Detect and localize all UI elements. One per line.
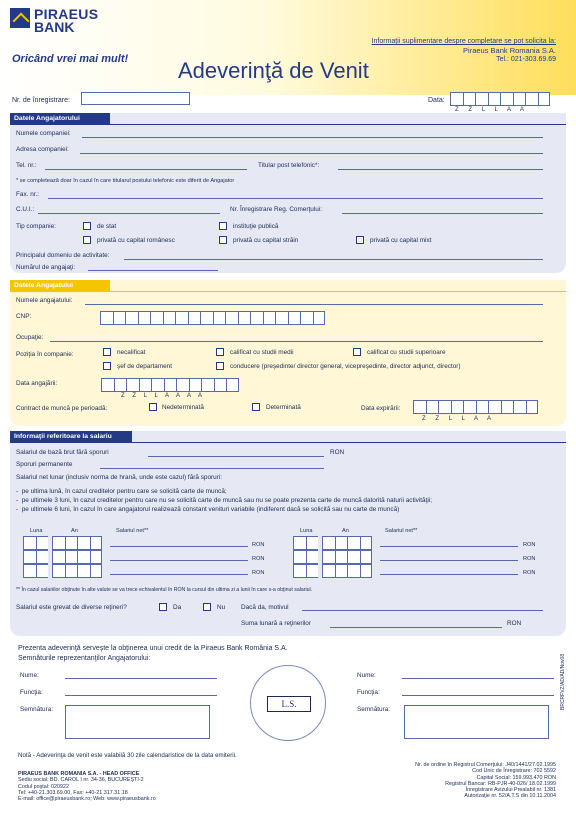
position-management-label: conducere (preşedinte/ director general, vicepreşedinte, director adjunct, director) — [230, 363, 461, 370]
phone-note: * se completează doar în cazul în care titularul postului telefonic este diferit de Angajator — [16, 178, 235, 184]
bonus-label: Sporuri permanente — [16, 461, 73, 468]
right-month-header: Luna — [300, 528, 313, 534]
type-private-ro-label: privată cu capital românesc — [97, 237, 175, 244]
hire-date-label: Data angajării: — [16, 380, 58, 387]
contact-info — [372, 37, 556, 64]
left-currency-3: RON — [252, 570, 265, 576]
right-row1-cells[interactable] — [293, 536, 372, 550]
head-office-info: PIRAEUS BANK ROMANIA S.A. - HEAD OFFICE Sediu social: BD. CAROL I nr. 34-36, BUCUREŞTI-2 Codul poştal: 020922 Tel: +40-21.303.69.00, Fax: +40-21.317.31.18 E-mail: office@piraeusbank.ro; Web: www.piraeusbank.ro — [18, 771, 156, 803]
bank-logo — [10, 8, 160, 68]
type-private-mixed-label: privată cu capital mixt — [370, 237, 432, 244]
expiry-label: Data expirării: — [361, 405, 401, 412]
left-signature-label: Semnătura: — [20, 706, 54, 713]
right-currency-2: RON — [523, 556, 536, 562]
position-management-checkbox[interactable] — [216, 362, 224, 370]
reg-com-label: Nr. Înregistrare Reg. Comerţului: — [230, 206, 322, 213]
contract-fixed-checkbox[interactable] — [252, 403, 260, 411]
hire-date-hint: Z Z L L A A A A — [121, 393, 203, 399]
contract-label: Contract de muncă pe perioadă: — [16, 405, 108, 412]
date-label: Data: — [428, 97, 445, 104]
info-line3: Tel.: 021-303.69.69 — [496, 56, 556, 63]
position-higher-label: calificat cu studii superioare — [367, 349, 446, 356]
reg-com-field[interactable] — [342, 213, 543, 214]
right-signature-box[interactable] — [404, 705, 549, 739]
type-public-checkbox[interactable] — [219, 222, 227, 230]
expiry-date-cells[interactable] — [413, 400, 538, 414]
position-unskilled-label: necalificat — [117, 349, 146, 356]
company-name-field[interactable] — [82, 137, 543, 138]
left-net-header: Salariul net** — [116, 528, 149, 534]
fax-field[interactable] — [48, 198, 543, 199]
stamp-label: L.S. — [267, 696, 311, 712]
hire-date-cells[interactable] — [101, 378, 239, 392]
contract-indefinite-label: Nedeterminată — [162, 404, 204, 411]
info-line2: Piraeus Bank Romania S.A. — [463, 46, 556, 55]
employees-label: Numărul de angajaţi: — [16, 264, 75, 271]
cnp-label: CNP: — [16, 313, 32, 320]
net-salary-label: Salariul net lunar (inclusiv norma de hrană, unde este cazul) fără sporuri: — [16, 474, 223, 481]
employee-name-label: Numele angajatului: — [16, 297, 73, 304]
phone-field[interactable] — [45, 169, 247, 170]
position-medium-label: calificat cu studii medii — [230, 349, 294, 356]
position-medium-checkbox[interactable] — [216, 348, 224, 356]
left-name-label: Nume: — [20, 672, 39, 679]
phone-holder-label: Titular post telefonic*: — [258, 162, 320, 169]
left-role-label: Funcţia: — [20, 689, 43, 696]
right-role-label: Funcţia: — [357, 689, 380, 696]
withhold-yes-label: Da — [173, 604, 182, 611]
employer-heading: Datele Angajatorului — [10, 113, 110, 124]
bullet-2: - pe ultimele 3 luni, în cazul creditelor pentru care nu se solicită carte de muncă sau nu se poate prezenta carte de muncă datorită naturii activităţii; — [16, 497, 432, 504]
type-private-mixed-checkbox[interactable] — [356, 236, 364, 244]
type-state-checkbox[interactable] — [83, 222, 91, 230]
contract-fixed-label: Determinată — [266, 404, 301, 411]
gross-currency: RON — [330, 449, 345, 456]
type-state-label: de stat — [97, 223, 117, 230]
withhold-reason-label: Dacă da, motivul — [241, 604, 289, 611]
right-signature-label: Semnătura: — [357, 706, 391, 713]
company-address-field[interactable] — [80, 153, 543, 154]
withhold-amount-field[interactable] — [330, 627, 502, 628]
form-code: BRCRFVZ/AD/AD/Nov08 — [560, 653, 566, 710]
position-higher-checkbox[interactable] — [353, 348, 361, 356]
brand-line2: BANK — [34, 19, 75, 35]
type-private-foreign-label: privată cu capital străin — [233, 237, 299, 244]
reg-label: Nr. de înregistrare: — [12, 97, 70, 104]
left-signature-box[interactable] — [65, 705, 210, 739]
phone-holder-field[interactable] — [338, 169, 543, 170]
employee-name-field[interactable] — [85, 304, 543, 305]
left-net-field-2[interactable] — [110, 560, 248, 561]
fax-label: Fax. nr.: — [16, 191, 40, 198]
info-line1: Informaţii suplimentare despre completare se pot solicita la: — [371, 38, 556, 45]
activity-label: Principalul domeniu de activitate: — [16, 252, 110, 259]
right-net-field-3[interactable] — [380, 574, 518, 575]
logo-mark-icon — [10, 8, 30, 28]
left-year-header: An — [71, 528, 78, 534]
salary-heading: Informaţii referitoare la salariu — [10, 431, 132, 442]
gross-salary-label: Salariul de bază brut fără sporuri — [16, 449, 109, 456]
cui-field[interactable] — [38, 213, 220, 214]
registration-info: Nr. de ordine în Registrul Comerţului: J40/1441/27.02.1995 Cod Unic de Înregistrare: 702 5592 Capital Social: 159.993.470 RON Registrul Bancar: RB-PJR-40-026/ 18.02.1999 Înregistrare Avizului Prealabil nr. 1381 Autorizaţie nr. 52/A.T.S din 10.11.2004 — [415, 762, 556, 800]
validity-note: Notă - Adeverinţa de venit este valabilă 30 zile calendaristice de la data emiterii. — [18, 752, 237, 759]
left-net-field-1[interactable] — [110, 546, 248, 547]
right-row2-cells[interactable] — [293, 550, 372, 564]
gross-salary-field[interactable] — [148, 456, 324, 457]
left-row2-cells[interactable] — [23, 550, 102, 564]
employees-field[interactable] — [88, 270, 218, 271]
type-private-foreign-checkbox[interactable] — [219, 236, 227, 244]
phone-label: Tel. nr.: — [16, 162, 37, 169]
right-currency-3: RON — [523, 570, 536, 576]
withhold-no-checkbox[interactable] — [203, 603, 211, 611]
company-type-label: Tip companie: — [16, 223, 56, 230]
reg-number-input[interactable] — [81, 92, 190, 105]
left-currency-2: RON — [252, 556, 265, 562]
type-public-label: instituţie publică — [233, 223, 279, 230]
left-row1-cells[interactable] — [23, 536, 102, 550]
slogan: Oricând vrei mai mult! — [12, 53, 129, 65]
position-unskilled-checkbox[interactable] — [103, 348, 111, 356]
statement-1: Prezenta adeverinţă serveşte la obţinerea unui credit de la Piraeus Bank România S.A. — [18, 645, 288, 652]
issue-date-cells[interactable] — [450, 92, 550, 106]
withhold-amount-label: Suma lunară a reţinerilor — [241, 620, 311, 627]
expiry-date-hint: Z Z L L A A — [422, 416, 491, 422]
bonus-field[interactable] — [100, 468, 324, 469]
date-format-hint: Z Z L L A A — [455, 107, 524, 113]
left-month-header: Luna — [30, 528, 43, 534]
withhold-reason-field[interactable] — [302, 610, 543, 611]
right-net-header: Salariul net** — [385, 528, 418, 534]
right-year-header: An — [342, 528, 349, 534]
bullet-3: - pe ultimele 6 luni, în cazul în care angajatorul realizează constant venituri variabile (indiferent dacă se solicită sau nu carte de muncă) — [16, 506, 400, 513]
company-name-label: Numele companiei: — [16, 130, 71, 137]
position-head-label: şef de departament — [117, 363, 173, 370]
left-net-field-3[interactable] — [110, 574, 248, 575]
withhold-no-label: Nu — [217, 604, 226, 611]
position-label: Poziţia în companie: — [16, 351, 74, 358]
bullet-1: - pe ultima lună, în cazul creditelor pentru care se solicită carte de muncă; — [16, 488, 227, 495]
brand-line1: PIRAEUS — [34, 6, 99, 22]
position-head-checkbox[interactable] — [103, 362, 111, 370]
contract-indefinite-checkbox[interactable] — [149, 403, 157, 411]
left-role-field[interactable] — [65, 695, 217, 696]
right-name-field[interactable] — [402, 678, 554, 679]
left-name-field[interactable] — [65, 678, 217, 679]
job-field[interactable] — [50, 341, 543, 342]
left-currency-1: RON — [252, 542, 265, 548]
right-net-field-1[interactable] — [380, 546, 518, 547]
cnp-cells[interactable] — [100, 311, 325, 325]
withhold-question: Salariul este grevat de diverse reţineri? — [16, 604, 127, 611]
withhold-currency: RON — [507, 620, 522, 627]
page-title: Adeverinţă de Venit — [178, 58, 369, 83]
company-address-label: Adresa companiei: — [16, 146, 69, 153]
cui-label: C.U.I.: — [16, 206, 35, 213]
left-row3-cells[interactable] — [23, 564, 102, 578]
stamp-area — [250, 665, 326, 741]
job-label: Ocupaţie: — [16, 334, 44, 341]
employee-heading: Datele Angajatului — [10, 280, 110, 291]
statement-2: Semnăturile reprezentanţilor Angajatorului: — [18, 655, 151, 662]
activity-field[interactable] — [124, 259, 543, 260]
right-currency-1: RON — [523, 542, 536, 548]
right-role-field[interactable] — [402, 695, 554, 696]
right-row3-cells[interactable] — [293, 564, 372, 578]
type-private-ro-checkbox[interactable] — [83, 236, 91, 244]
currency-note: ** În cazul salariilor obţinute în alte valute se va trece echivalentul în RON la cursul din ultima zi a lunii în care s-a obţinut salariul. — [16, 587, 313, 593]
right-net-field-2[interactable] — [380, 560, 518, 561]
withhold-yes-checkbox[interactable] — [159, 603, 167, 611]
right-name-label: Nume: — [357, 672, 376, 679]
